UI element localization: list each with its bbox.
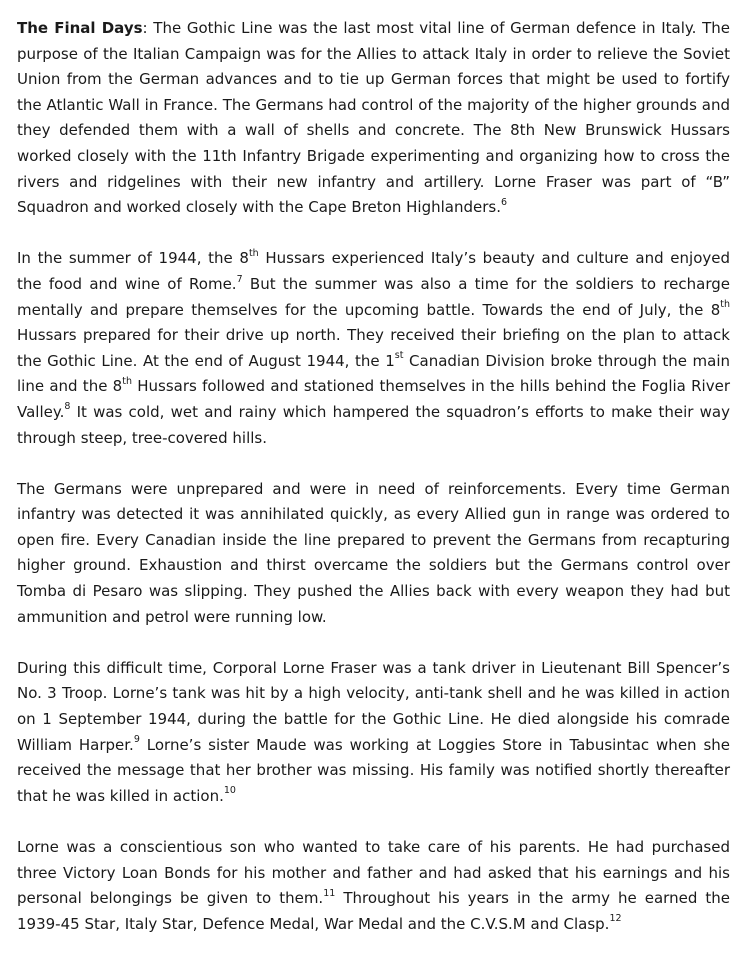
paragraph-text: : The Gothic Line was the last most vital line of German defence in Italy. The purpose of the Italian Campaign was for the Allies to attack Italy in order to relieve the Soviet Union from the German advances and to tie up German forces that might be used to fortify the Atlantic Wall in France. The Germans had control of the majority of the higher grounds and they defended them with a wall of shells and concrete. The 8th New Brunswick Hussars worked closely with the 11th Infantry Brigade experimenting and organizing how to cross the rivers and ridgelines with their new infantry and artillery. Lorne Fraser was part of “B” Squadron and worked closely with the Cape Breton Highlanders.: [17, 19, 730, 217]
footnote-ref: th: [248, 247, 259, 259]
paragraph-text: In the summer of 1944, the 8: [17, 249, 249, 268]
paragraph-text: Hussars experienced Italy’s beauty and culture and enjoyed the food and wine of Rome.: [17, 249, 730, 293]
footnote-ref: th: [720, 299, 730, 311]
section-heading: The Final Days: [17, 19, 143, 37]
footnote-ref: 6: [500, 196, 508, 208]
paragraph-text: Throughout his years in the army he earned the 1939-45 Star, Italy Star, Defence Medal, War Medal and the C.V.S.M and Clasp.: [17, 889, 730, 933]
footnote-ref: 8: [64, 401, 71, 413]
footnote-ref: 11: [323, 887, 336, 899]
paragraph: [17, 835, 730, 937]
paragraph-text: Lorne was a conscientious son who wanted to take care of his parents. He had purchased three Victory Loan Bonds for his mother and father and had asked that his earnings and his personal belongings be given to them.: [17, 838, 730, 908]
footnote-ref: st: [394, 350, 404, 362]
paragraph-text: Hussars prepared for their drive up north. They received their briefing on the plan to attack the Gothic Line. At the end of August 1944, the 1: [17, 326, 730, 370]
paragraph: [17, 656, 730, 810]
paragraph: [17, 246, 730, 451]
footnote-ref: 7: [236, 273, 243, 285]
paragraph-text: Hussars followed and stationed themselves in the hills behind the Foglia River Valley.: [17, 377, 730, 421]
paragraph-text: But the summer was also a time for the soldiers to recharge mentally and prepare themselves for the upcoming battle. Towards the end of July, the 8: [17, 274, 730, 319]
paragraph-text: It was cold, wet and rainy which hampered the squadron’s efforts to make their way through steep, tree-covered hills.: [17, 402, 730, 447]
footnote-ref: th: [122, 375, 132, 387]
document-body: [17, 16, 730, 937]
footnote-ref: 10: [223, 785, 236, 797]
footnote-ref: 12: [609, 913, 622, 925]
paragraph: [17, 477, 730, 631]
paragraph-text: The Germans were unprepared and were in need of reinforcements. Every time German infantry was detected it was annihilated quickly, as every Allied gun in range was ordered to open fire. Every Canadian inside the line prepared to prevent the Germans from recapturing higher ground. Exhaustion and thirst overcame the soldiers but the Germans control over Tomba di Pesaro was slipping. They pushed the Allies back with every weapon they had but ammunition and petrol were running low.: [17, 479, 730, 626]
paragraph-text: Lorne’s sister Maude was working at Loggies Store in Tabusintac when she received the message that her brother was missing. His family was notified shortly thereafter that he was killed in action.: [17, 735, 730, 805]
paragraph: [17, 16, 730, 221]
paragraph-text: Canadian Division broke through the main line and the 8: [17, 351, 731, 396]
paragraph-text: During this difficult time, Corporal Lorne Fraser was a tank driver in Lieutenant Bill Spencer’s No. 3 Troop. Lorne’s tank was hit by a high velocity, anti-tank shell and he was killed in action on 1 September 1944, during the battle for the Gothic Line. He died alongside his comrade William Harper.: [17, 658, 730, 754]
footnote-ref: 9: [133, 734, 140, 746]
